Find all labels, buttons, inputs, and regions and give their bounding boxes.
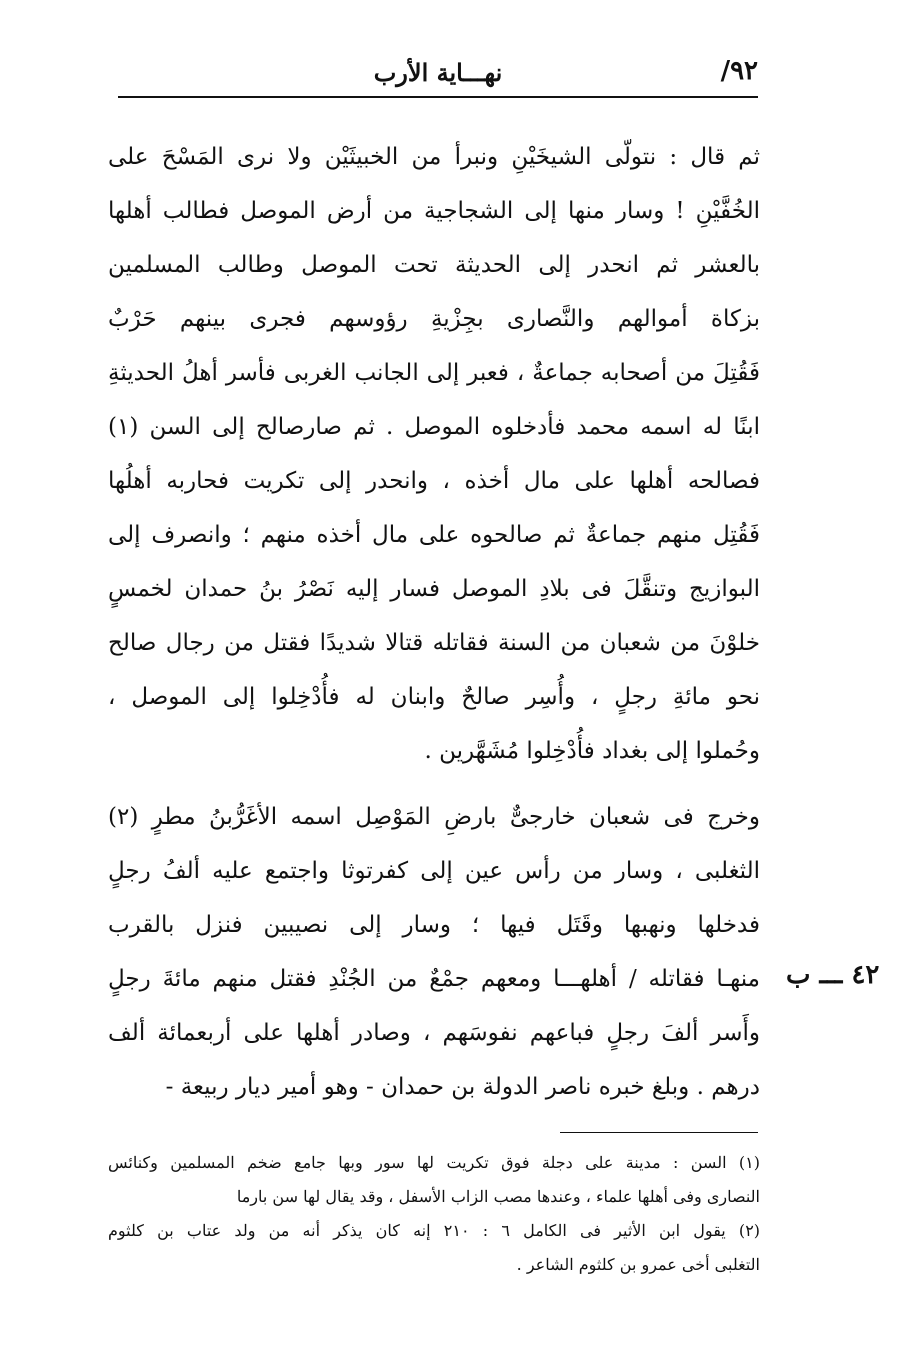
text-line: وحُملوا إلى بغداد فأُدْخِلوا مُشَهَّرين . bbox=[424, 738, 760, 764]
footnote-line: التغلبى أخى عمرو بن كلثوم الشاعر . bbox=[516, 1255, 760, 1274]
text-line: وخرج فى شعبان خارجىٌّ بارضِ المَوْصِل اسمه الأغَرُّبنُ مطرٍ (٢) bbox=[108, 804, 760, 830]
footnote-line: (١) السن : مدينة على دجلة فوق تكريت لها سور وبها جامع ضخم المسلمين وكنائس bbox=[108, 1153, 760, 1172]
text-line: ابنًا له اسمه محمد فأدخلوه الموصل . ثم صارصالح إلى السن (١) bbox=[108, 414, 760, 440]
text-line: البوازيج وتنقَّلَ فى بلادِ الموصل فسار إليه نَصْرُ بنُ حمدان لخمسٍ bbox=[108, 576, 760, 602]
paragraph-1 bbox=[108, 130, 760, 778]
text-line: فَقُتِل منهم جماعةٌ ثم صالحوه على مال أخذه منهم ؛ وانصرف إلى bbox=[108, 522, 760, 548]
text-line: وأَسر ألفَ رجلٍ فباعهم نفوسَهم ، وصادر أهلها على أربعمائة ألف bbox=[108, 1020, 760, 1046]
text-line: نحو مائةِ رجلٍ ، وأُسِر صالحٌ وابنان له فأُدْخِلوا إلى الموصل ، bbox=[108, 684, 760, 710]
text-line: خلوْنَ من شعبان من السنة فقاتله قتالا شديدًا فقتل من رجال صالح bbox=[108, 630, 760, 656]
margin-folio-marker: ٤٢ ـــ ب bbox=[786, 960, 880, 990]
text-line: فَقُتِلَ من أصحابه جماعةٌ ، فعبر إلى الجانب الغربى فأسر أهلُ الحديثةِ bbox=[108, 360, 760, 386]
text-line: فدخلها ونهبها وقَتَل فيها ؛ وسار إلى نصيبين فنزل بالقرب bbox=[108, 912, 760, 938]
page-header bbox=[118, 52, 758, 96]
footnote-line: النصارى وفى أهلها علماء ، وعندها مصب الزاب الأسفل ، وقد يقال لها سن بارما bbox=[236, 1187, 760, 1206]
text-line: الخُفَّيْنِ ! وسار منها إلى الشجاجية من أرض الموصل فطالب أهلها bbox=[108, 198, 760, 224]
text-line: بزكاة أموالهم والنَّصارى بجِزْيةِ رؤوسهم فجرى بينهم حَرْبٌ bbox=[108, 306, 760, 332]
text-line: منهـا فقاتله / أهلهـــا ومعهم جمْعٌ من الجُنْدِ فقتل منهم مائةَ رجلٍ bbox=[108, 966, 760, 992]
page-number: ٩٢/ bbox=[720, 56, 758, 86]
text-line: ثم قال : نتولّى الشيخَيْنِ ونبرأ من الخبيثَيْن ولا نرى المَسْحَ على bbox=[108, 144, 760, 170]
text-line: درهم . وبلغ خبره ناصر الدولة بن حمدان - وهو أمير ديار ربيعة - bbox=[165, 1074, 760, 1100]
text-line: بالعشر ثم انحدر إلى الحديثة تحت الموصل وطالب المسلمين bbox=[108, 252, 760, 278]
footnotes bbox=[108, 1146, 760, 1282]
footnote-line: (٢) يقول ابن الأثير فى الكامل ٦ : ٢١٠ إنه كان يذكر أنه من ولد عتاب بن كلثوم bbox=[108, 1221, 760, 1240]
text-line: الثغلبى ، وسار من رأس عين إلى كفرتوثا واجتمع عليه ألفُ رجلٍ bbox=[108, 858, 760, 884]
footnote-rule bbox=[560, 1132, 758, 1133]
running-title: نهـــاية الأرب bbox=[373, 58, 503, 87]
text-line: فصالحه أهلها على مال أخذه ، وانحدر إلى تكريت فحاربه أهلُها bbox=[108, 468, 760, 494]
header-rule bbox=[118, 96, 758, 98]
paragraph-2 bbox=[108, 790, 760, 1114]
